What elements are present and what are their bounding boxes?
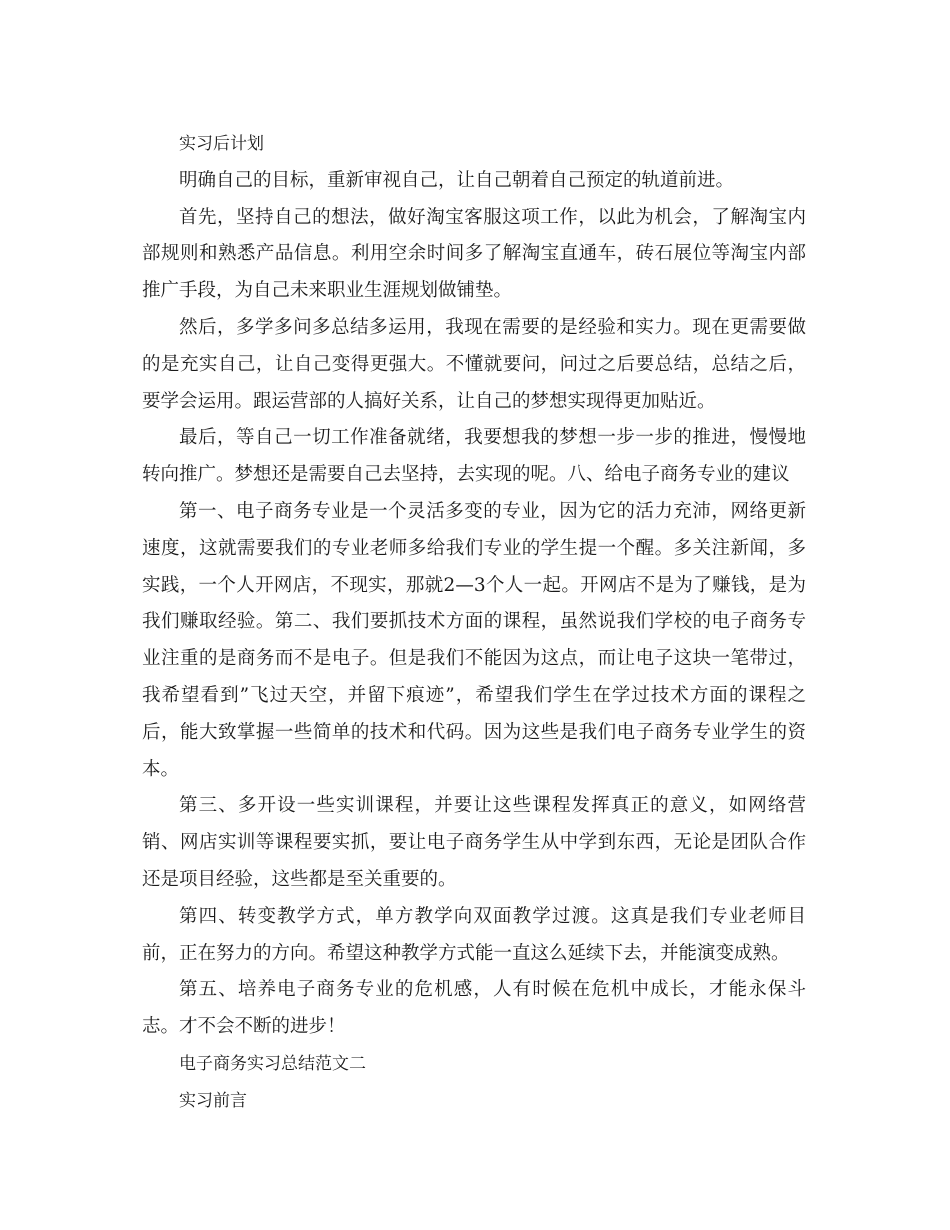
section-heading-post-internship-plan: 实习后计划	[179, 134, 264, 154]
section-heading-sample-two: 电子商务实习总结范文二	[179, 1053, 366, 1074]
section-heading-preface: 实习前言	[179, 1090, 247, 1111]
paragraph-finally: 最后，等自己一切工作准备就绪，我要想我的梦想一步一步的推进，慢慢地转向推广。梦想还是需要自己去坚持，去实现的呢。八、给电子商务专业的建议	[142, 427, 806, 486]
paragraph-first: 首先，坚持自己的想法，做好淘宝客服这项工作，以此为机会，了解淘宝内部规则和熟悉产品信息。利用空余时间多了解淘宝直通车，砖石展位等淘宝内部推广手段，为自己未来职业生涯规划做铺垫。	[142, 206, 806, 302]
document-body	[142, 126, 806, 1120]
paragraph-suggestion-5: 第五、培养电子商务专业的危机感，人有时候在危机中成长，才能永保斗志。才不会不断的进步！	[142, 979, 806, 1038]
paragraph-suggestion-3: 第三、多开设一些实训课程，并要让这些课程发挥真正的意义，如网络营销、网店实训等课程要实抓，要让电子商务学生从中学到东西，无论是团队合作还是项目经验，这些都是至关重要的。	[142, 795, 806, 890]
paragraph-goal: 明确自己的目标，重新审视自己，让自己朝着自己预定的轨道前进。	[179, 169, 735, 191]
paragraph-then: 然后，多学多问多总结多运用，我现在需要的是经验和实力。现在更需要做的是充实自己，让自己变得更强大。不懂就要问，问过之后要总结，总结之后，要学会运用。跟运营部的人搞好关系，让自己的梦想实现得更加贴近。	[142, 316, 806, 412]
paragraph-suggestion-1-2: 第一、电子商务专业是一个灵活多变的专业，因为它的活力充沛，网络更新速度，这就需要我们的专业老师多给我们专业的学生提一个醒。多关注新闻，多实践，一个人开网店，不现实，那就2—3个人一起。开网店不是为了赚钱，是为我们赚取经验。第二、我们要抓技术方面的课程，虽然说我们学校的电子商务专业注重的是商务而不是电子。但是我们不能因为这点，而让电子这块一笔带过，我希望看到”飞过天空，并留下痕迹”，希望我们学生在学过技术方面的课程之后，能大致掌握一些简单的技术和代码。因为这些是我们电子商务专业学生的资本。	[142, 500, 806, 780]
paragraph-suggestion-4: 第四、转变教学方式，单方教学向双面教学过渡。这真是我们专业老师目前，正在努力的方向。希望这种教学方式能一直这么延续下去，并能演变成熟。	[142, 905, 806, 964]
